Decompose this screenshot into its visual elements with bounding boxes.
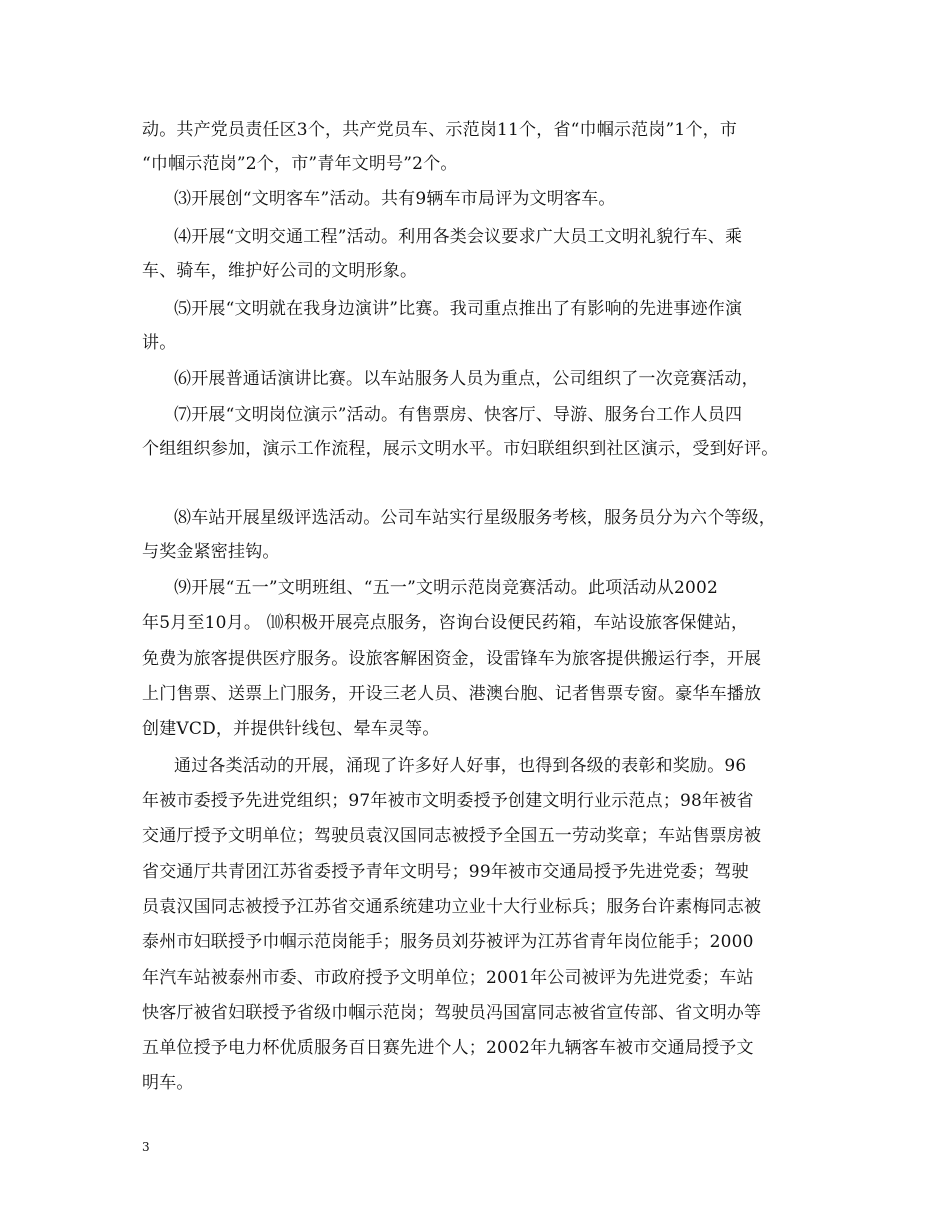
text-line: 五单位授予电力杯优质服务百日赛先进个人；2002年九辆客车被市交通局授予文 [142,1038,754,1058]
text-line: “巾帼示范岗”2个，市”青年文明号”2个。 [142,154,458,174]
text-line: 通过各类活动的开展，涌现了许多好人好事，也得到各级的表彰和奖励。96 [174,756,747,776]
text-line: 交通厅授予文明单位；驾驶员袁汉国同志被授予全国五一劳动奖章；车站售票房被 [142,826,762,846]
text-line: 与奖金紧密挂钩。 [142,542,280,562]
text-line: 车、骑车，维护好公司的文明形象。 [142,261,418,281]
page-number: 3 [142,1140,150,1154]
text-line: ⑺开展“文明岗位演示”活动。有售票房、快客厅、导游、服务台工作人员四 [174,405,743,425]
text-line: 年5月至10月。 ⑽积极开展亮点服务，咨询台设便民药箱，车站设旅客保健站， [142,613,749,633]
text-line: ⑻车站开展星级评选活动。公司车站实行星级服务考核，服务员分为六个等级， [174,508,776,528]
text-line: 明车。 [142,1073,194,1093]
text-line: 年被市委授予先进党组织；97年被市文明委授予创建文明行业示范点；98年被省 [142,791,754,811]
text-line: 讲。 [142,333,177,353]
text-line: ⑷开展“文明交通工程”活动。利用各类会议要求广大员工文明礼貌行车、乘 [174,227,743,247]
text-line: 省交通厅共青团江苏省委授予青年文明号；99年被市交通局授予先进党委；驾驶 [142,862,749,882]
text-line: ⑹开展普通话演讲比赛。以车站服务人员为重点，公司组织了一次竞赛活动， [174,369,759,389]
text-line: 个组组织参加，演示工作流程，展示文明水平。市妇联组织到社区演示，受到好评。 [142,439,779,459]
text-line: ⑼开展“五一”文明班组、“五一”文明示范岗竞赛活动。此项活动从2002 [174,578,719,598]
text-line: 员袁汉国同志被授予江苏省交通系统建功立业十大行业标兵；服务台许素梅同志被 [142,897,762,917]
text-line: 上门售票、送票上门服务，开设三老人员、港澳台胞、记者售票专窗。豪华车播放 [142,684,762,704]
text-line: 动。共产党员责任区3个，共产党员车、示范岗11个，省“巾帼示范岗”1个，市 [142,120,738,140]
text-line: 快客厅被省妇联授予省级巾帼示范岗；驾驶员冯国富同志被省宣传部、省文明办等 [142,1003,762,1023]
text-line: 免费为旅客提供医疗服务。设旅客解困资金，设雷锋车为旅客提供搬运行李，开展 [142,649,762,669]
text-line: 泰州市妇联授予巾帼示范岗能手；服务员刘芬被评为江苏省青年岗位能手；2000 [142,932,754,952]
text-line: 创建VCD，并提供针线包、晕车灵等。 [142,719,440,739]
text-line: ⑸开展“文明就在我身边演讲”比赛。我司重点推出了有影响的先进事迹作演 [174,299,743,319]
text-line: ⑶开展创“文明客车”活动。共有9辆车市局评为文明客车。 [174,189,616,209]
text-line: 年汽车站被泰州市委、市政府授予文明单位；2001年公司被评为先进党委；车站 [142,968,754,988]
